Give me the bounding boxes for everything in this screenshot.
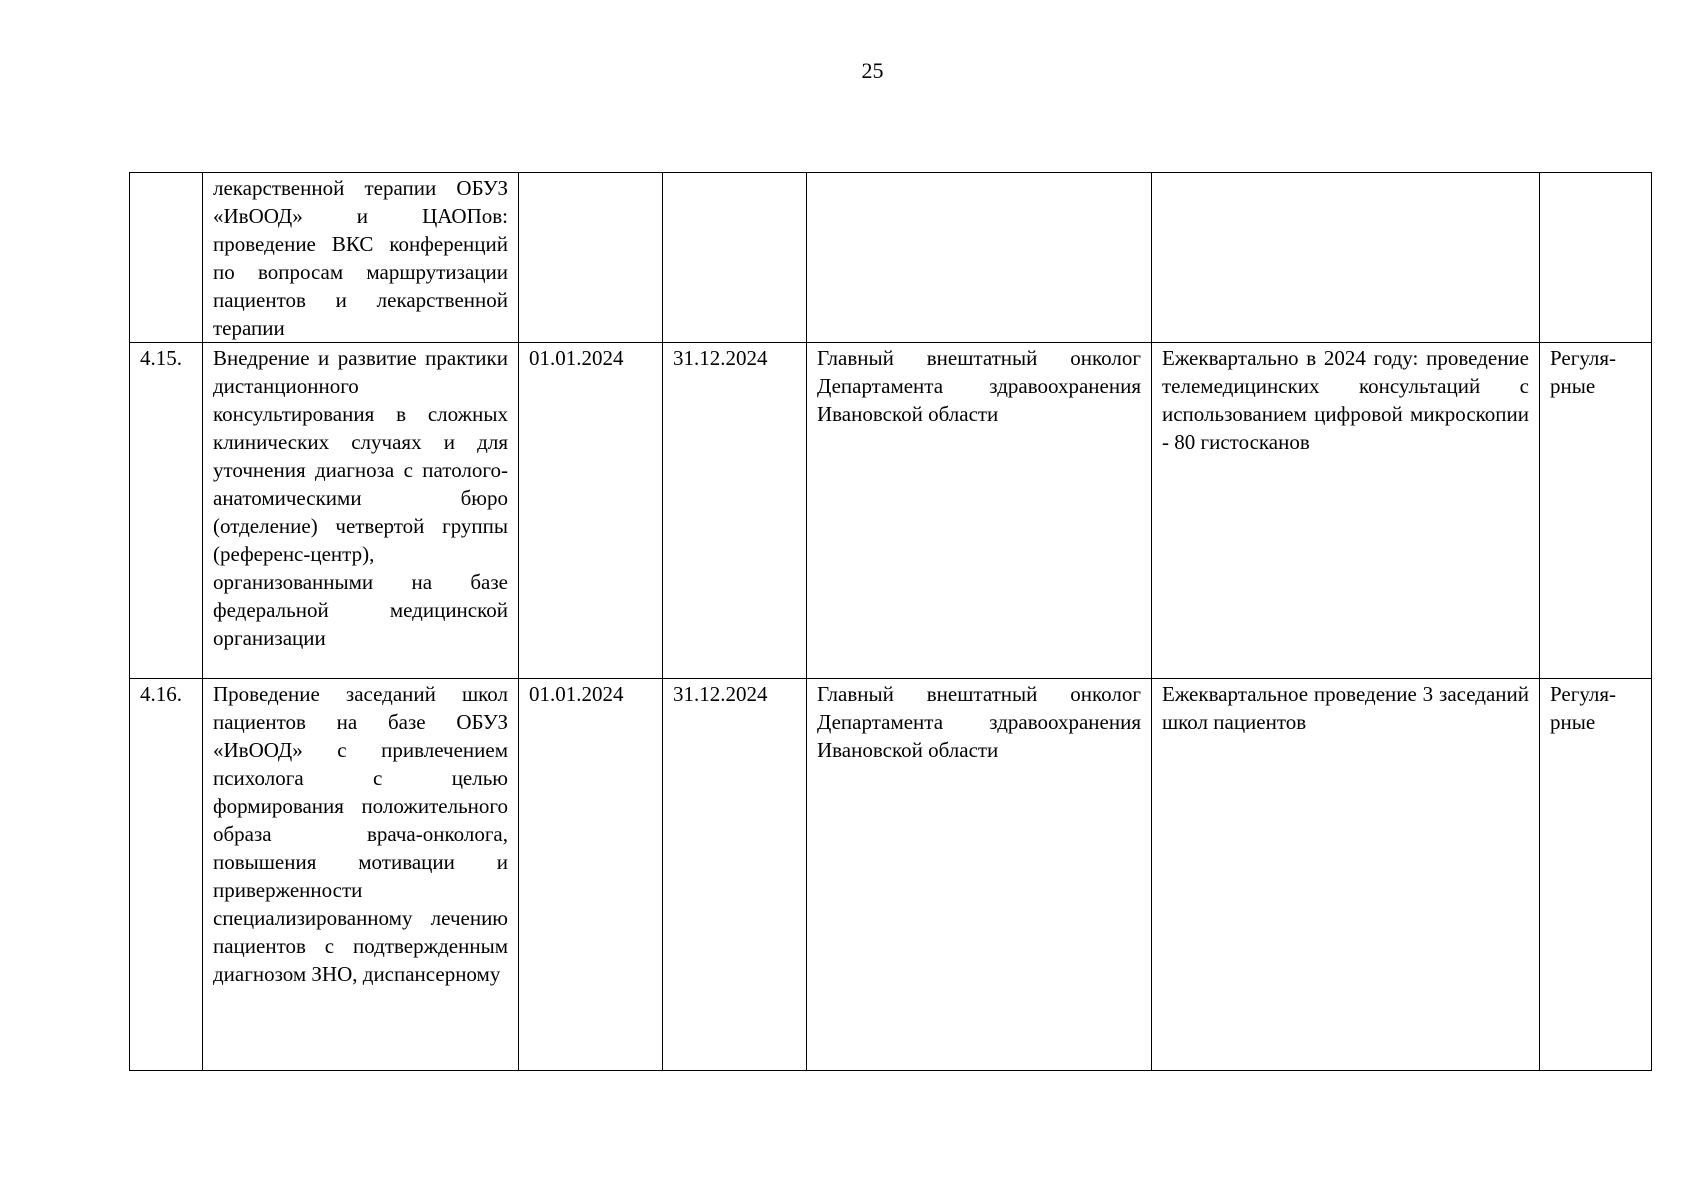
table-row: [130, 343, 1652, 679]
end-date-cell: 31.12.2024: [663, 679, 807, 1071]
type-cell: Регуля-рные: [1540, 343, 1652, 679]
row-number-cell: 4.15.: [130, 343, 203, 679]
activity-name-cell: Внедрение и развитие практики дистанционного консультирования в сложных клинических случаях и для уточнения диагноза с патолого-анатомическими бюро (отделение) четвертой группы (референс-центр), организованными на базе федеральной медицинской организации: [203, 343, 519, 679]
activity-name-cell: лекарственной терапии ОБУЗ «ИвООД» и ЦАОПов: проведение ВКС конференций по вопросам маршрутизации пациентов и лекарственной терапии: [203, 173, 519, 343]
result-cell: Ежеквартальное проведение 3 заседаний школ пациентов: [1152, 679, 1540, 1071]
row-number-cell: [130, 173, 203, 343]
end-date-cell: 31.12.2024: [663, 343, 807, 679]
responsible-cell: Главный внештатный онколог Департамента здравоохранения Ивановской области: [807, 343, 1152, 679]
result-cell: [1152, 173, 1540, 343]
activity-name-cell: Проведение заседаний школ пациентов на базе ОБУЗ «ИвООД» с привлечением психолога с целью формирования положительного образа врача-онколога, повышения мотивации и приверженности специализированному лечению пациентов с подтвержденным диагнозом ЗНО, диспансерному: [203, 679, 519, 1071]
page-number: 25: [861, 58, 884, 83]
table-row: [130, 173, 1652, 343]
responsible-cell: [807, 173, 1152, 343]
row-number-cell: 4.16.: [130, 679, 203, 1071]
start-date-cell: 01.01.2024: [519, 679, 663, 1071]
result-cell: Ежеквартально в 2024 году: проведение телемедицинских консультаций с использованием цифровой микроскопии - 80 гистосканов: [1152, 343, 1540, 679]
end-date-cell: [663, 173, 807, 343]
responsible-cell: Главный внештатный онколог Департамента здравоохранения Ивановской области: [807, 679, 1152, 1071]
type-cell: Регуля-рные: [1540, 679, 1652, 1071]
start-date-cell: 01.01.2024: [519, 343, 663, 679]
type-cell: [1540, 173, 1652, 343]
activities-table: [129, 172, 1652, 1071]
table-row: [130, 679, 1652, 1071]
start-date-cell: [519, 173, 663, 343]
